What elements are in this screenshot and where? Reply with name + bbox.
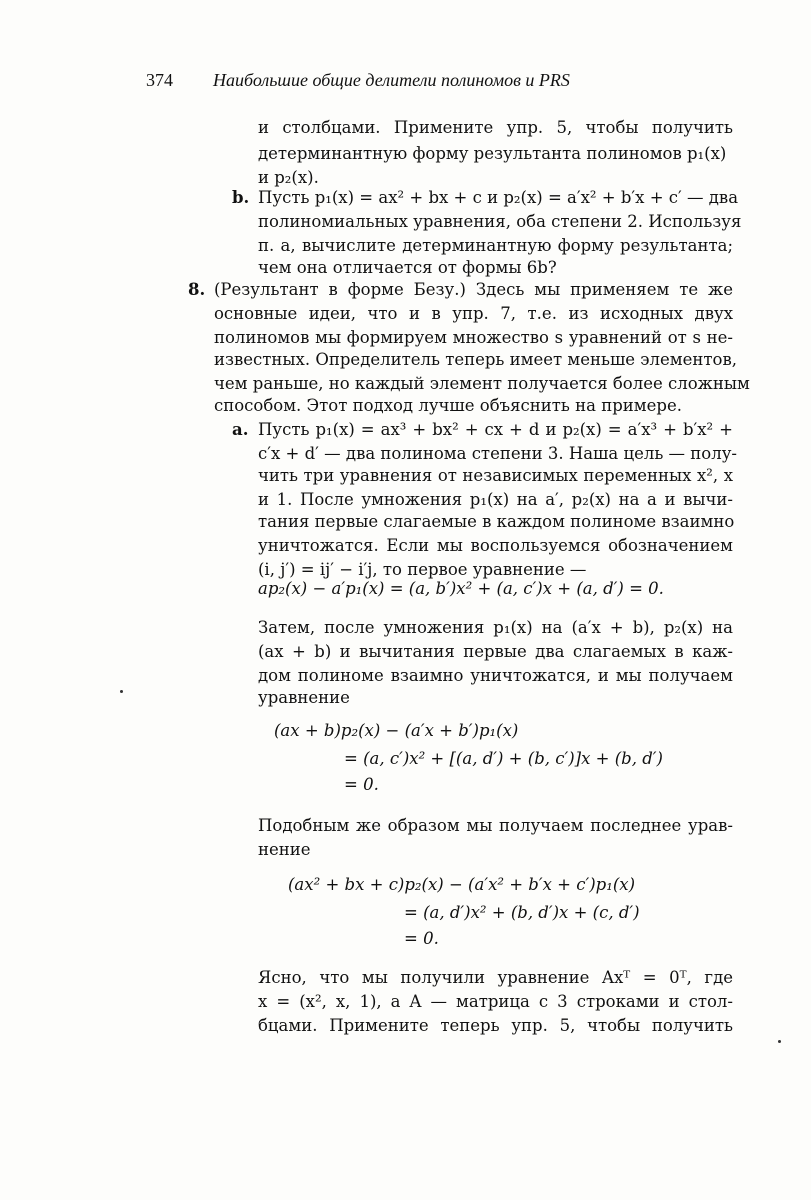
text-line: c′x + d′ — два полинома степени 3. Наша цель — полу- — [258, 444, 737, 463]
text-line: и p₂(x). — [258, 168, 319, 187]
text-line: Пусть p₁(x) = ax² + bx + c и p₂(x) = a′x² + b′x + c′ — два — [258, 188, 739, 207]
scan-speck — [120, 690, 123, 693]
text-line: нение — [258, 840, 311, 859]
equation-3-line: = 0. — [404, 929, 439, 948]
text-line: и 1. После умножения p₁(x) на a′, p₂(x) на a и вычи- — [258, 490, 733, 509]
text-line: полиномов мы формируем множество s уравнений от s не- — [214, 328, 733, 347]
text-line: детерминантную форму результанта полиномов p₁(x) — [258, 144, 727, 163]
text-line: чем раньше, но каждый элемент получается более сложным — [214, 374, 750, 393]
text-line: чить три уравнения от независимых переменных x², x — [258, 466, 733, 485]
text-line: (Результант в форме Безу.) Здесь мы применяем те же — [214, 280, 733, 299]
scan-speck — [778, 1040, 781, 1043]
text-line: Подобным же образом мы получаем последнее урав- — [258, 816, 733, 835]
text-line: п. а, вычислите детерминантную форму результанта; — [258, 236, 733, 255]
text-line: Пусть p₁(x) = ax³ + bx² + cx + d и p₂(x) = a′x³ + b′x² + — [258, 420, 733, 439]
page-number: 374 — [146, 70, 173, 90]
equation-3-line: (ax² + bx + c)p₂(x) − (a′x² + b′x + c′)p₁(x) — [288, 875, 636, 894]
running-title: Наибольшие общие делители полиномов и PRS — [213, 70, 570, 90]
text-line: и столбцами. Примените упр. 5, чтобы получить — [258, 118, 733, 137]
equation-1: ap₂(x) − a′p₁(x) = (a, b′)x² + (a, c′)x + (a, d′) = 0. — [258, 579, 664, 598]
text-line: (i, j′) = ij′ − i′j, то первое уравнение — — [258, 560, 587, 579]
text-line: Затем, после умножения p₁(x) на (a′x + b), p₂(x) на — [258, 618, 733, 637]
text-line: уничтожатся. Если мы воспользуемся обозначением — [258, 536, 733, 555]
text-line: основные идеи, что и в упр. 7, т.е. из исходных двух — [214, 304, 733, 323]
item-label-b: b. — [232, 188, 250, 207]
equation-3-line: = (a, d′)x² + (b, d′)x + (c, d′) — [404, 903, 640, 922]
equation-2-line: = (a, c′)x² + [(a, d′) + (b, c′)]x + (b, d′) — [344, 749, 663, 768]
text-line: (ax + b) и вычитания первые два слагаемых в каж- — [258, 642, 733, 661]
equation-2-line: = 0. — [344, 775, 379, 794]
page-header — [146, 70, 751, 94]
text-line: x = (x², x, 1), а A — матрица с 3 строками и стол- — [258, 992, 733, 1011]
text-line: тания первые слагаемые в каждом полиноме взаимно — [258, 512, 735, 531]
equation-2-line: (ax + b)p₂(x) − (a′x + b′)p₁(x) — [274, 721, 519, 740]
text-line: уравнение — [258, 688, 350, 707]
text-line: чем она отличается от формы 6b? — [258, 258, 557, 277]
exercise-label-8: 8. — [188, 280, 206, 299]
text-line: полиномиальных уравнения, оба степени 2. Используя — [258, 212, 742, 231]
text-line: бцами. Примените теперь упр. 5, чтобы получить — [258, 1016, 733, 1035]
text-line: Ясно, что мы получили уравнение Axᵀ = 0ᵀ, где — [258, 968, 733, 987]
text-line: известных. Определитель теперь имеет меньше элементов, — [214, 350, 737, 369]
text-line: способом. Этот подход лучше объяснить на примере. — [214, 396, 682, 415]
item-label-a: a. — [232, 420, 249, 439]
text-line: дом полиноме взаимно уничтожатся, и мы получаем — [258, 666, 733, 685]
